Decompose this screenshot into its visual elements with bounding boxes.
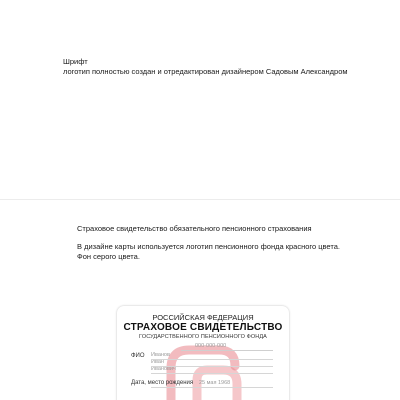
font-note	[63, 57, 348, 77]
font-note-title: Шрифт	[63, 57, 88, 66]
description-logo-note: В дизайне карты используется логотип пенсионного фонда красного цвета.	[77, 242, 340, 251]
font-note-credit: логотип полностью создан и отредактирован дизайнером Садовым Александром	[63, 67, 348, 76]
fio-underline-3	[151, 373, 273, 374]
fio-patronymic: Иванович	[151, 366, 176, 372]
insurance-number: 000-000-000	[195, 343, 227, 349]
fio-values	[151, 352, 176, 373]
card-country: РОССИЙСКАЯ ФЕДЕРАЦИЯ	[152, 313, 254, 322]
top-panel	[0, 0, 400, 198]
card-fund: ГОСУДАРСТВЕННОГО ПЕНСИОННОГО ФОНДА	[139, 334, 267, 340]
birth-value: 25 мая 1968	[199, 380, 231, 386]
birth-underline	[151, 387, 273, 388]
birth-label: Дата, место рождения	[131, 380, 194, 386]
description-title: Страховое свидетельство обязательного пенсионного страхования	[77, 224, 312, 233]
fio-underline-1	[151, 359, 273, 360]
fio-label: ФИО	[131, 353, 145, 359]
card-description	[77, 224, 340, 262]
number-underline	[181, 350, 273, 351]
insurance-card	[117, 306, 289, 400]
fio-underline-2	[151, 366, 273, 367]
fio-surname: Иванов	[151, 352, 170, 358]
fio-name: Иван	[151, 359, 164, 365]
description-background-note: Фон серого цвета.	[77, 252, 140, 261]
card-title: СТРАХОВОЕ СВИДЕТЕЛЬСТВО	[123, 322, 283, 333]
